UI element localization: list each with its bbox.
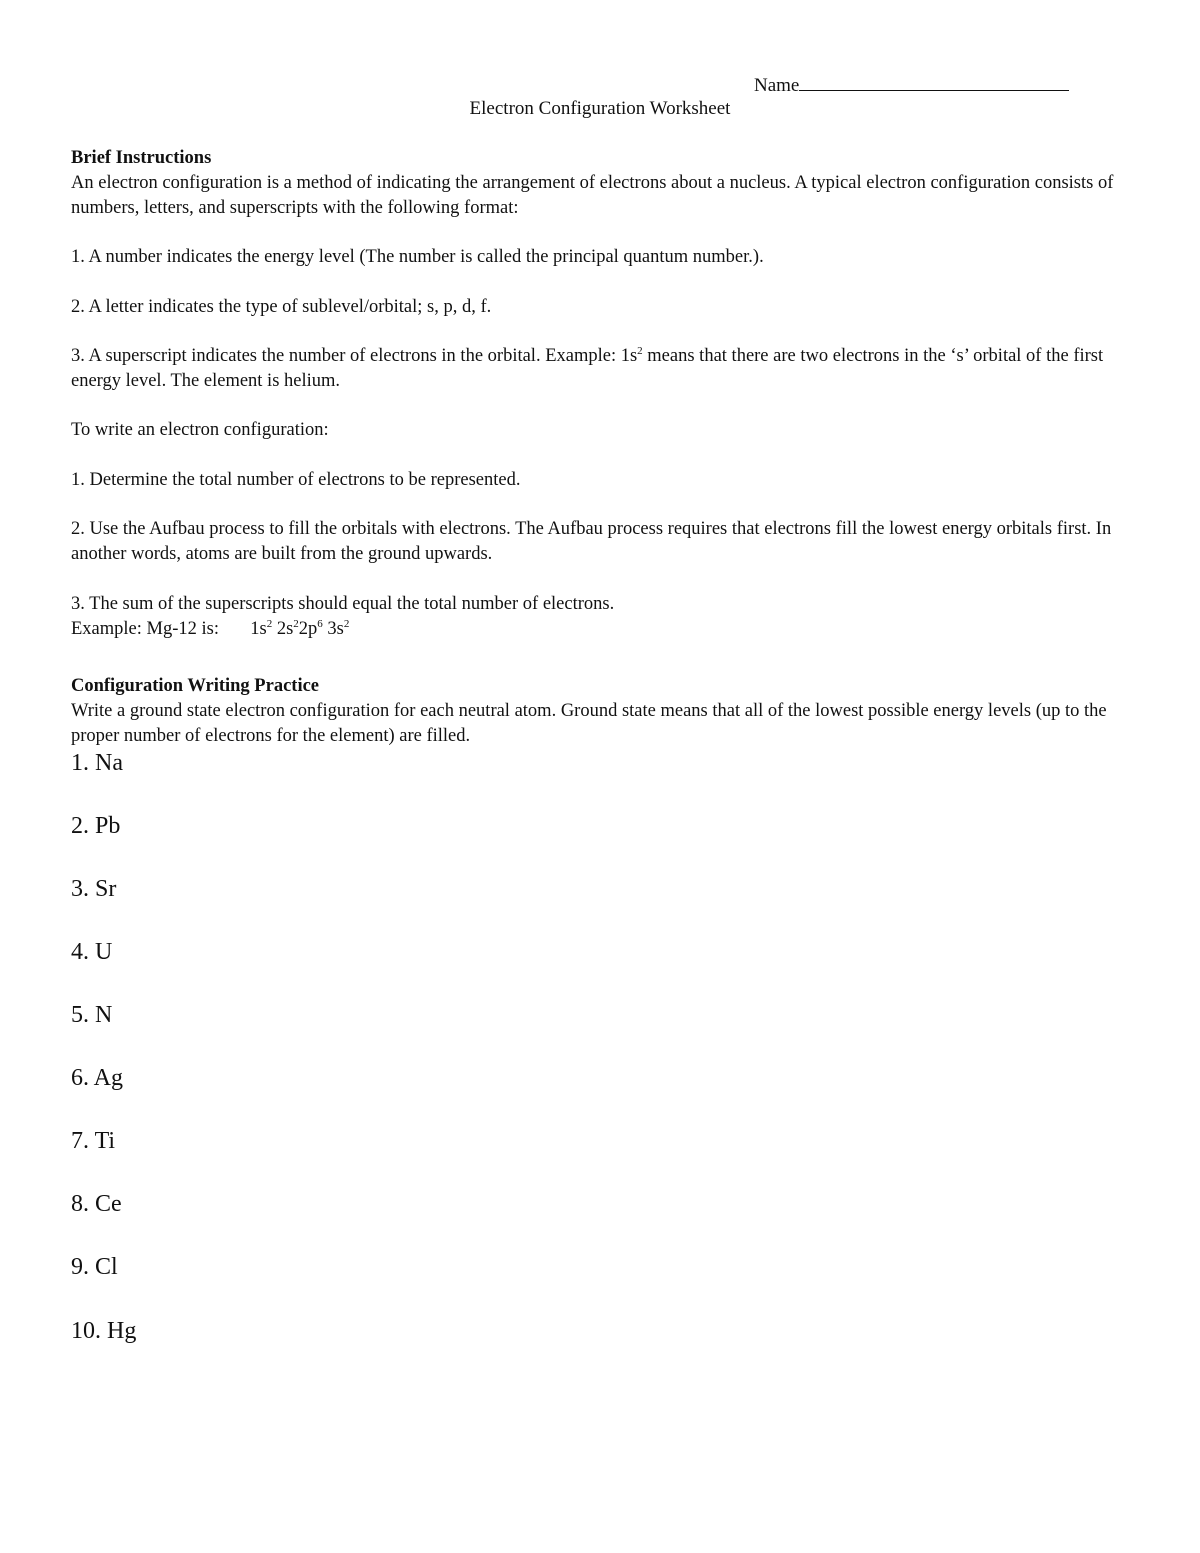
- practice-heading: Configuration Writing Practice: [71, 676, 320, 696]
- format-item-3-superscript: 2: [637, 345, 643, 357]
- mg-example: [71, 617, 1131, 642]
- question-10: 10. Hg: [71, 1318, 137, 1344]
- config-term-4: $3s^2$: [327, 618, 350, 639]
- question-3: 3. Sr: [71, 876, 117, 902]
- name-field: [754, 72, 1069, 97]
- name-label: Name: [754, 75, 800, 96]
- question-2: 2. Pb: [71, 813, 121, 839]
- question-9: 9. Cl: [71, 1254, 118, 1280]
- question-1: 1. Na: [71, 750, 123, 776]
- config-term-3: $2p^6$: [298, 618, 323, 639]
- name-blank[interactable]: [799, 72, 1069, 91]
- brief-instructions-heading: Brief Instructions: [71, 148, 212, 168]
- format-item-3: [71, 344, 1131, 394]
- question-7: 7. Ti: [71, 1128, 116, 1154]
- instructions-intro: An electron configuration is a method of indicating the arrangement of electrons about a nucleus. A typical electron configuration consists of numbers, letters, and superscripts with the following format:: [71, 173, 1114, 218]
- config-term-2: $2s^2$: [276, 618, 299, 639]
- page-title: Electron Configuration Worksheet: [469, 98, 731, 119]
- mg-example-label: Example: Mg-12 is:: [71, 619, 219, 639]
- step-3: 3. The sum of the superscripts should equal the total number of electrons.: [71, 594, 615, 614]
- format-item-3-text: 3. A superscript indicates the number of electrons in the orbital. Example: 1s: [71, 346, 638, 366]
- question-5: 5. N: [71, 1002, 113, 1028]
- question-6: 6. Ag: [71, 1065, 124, 1091]
- practice-intro: Write a ground state electron configuration for each neutral atom. Ground state means that all of the lowest possible energy levels (up to the proper number of electrons for the element) are filled.: [71, 701, 1107, 746]
- config-term-1: $1s^2$: [250, 618, 273, 639]
- format-item-1: 1. A number indicates the energy level (The number is called the principal quantum number.).: [71, 247, 764, 267]
- question-8: 8. Ce: [71, 1191, 122, 1217]
- format-item-3-continued: means that there are two electrons in the ‘s’ orbital of the first energy level. The element is helium.: [71, 346, 1104, 391]
- question-4: 4. U: [71, 939, 113, 965]
- step-1: 1. Determine the total number of electrons to be represented.: [71, 470, 521, 490]
- step-2: 2. Use the Aufbau process to fill the orbitals with electrons. The Aufbau process requires that electrons fill the lowest energy orbitals first. In another words, atoms are built from the ground upwards.: [71, 519, 1112, 564]
- worksheet-page: [71, 0, 1131, 1553]
- to-write-label: To write an electron configuration:: [71, 420, 329, 440]
- format-item-2: 2. A letter indicates the type of sublevel/orbital; s, p, d, f.: [71, 297, 492, 317]
